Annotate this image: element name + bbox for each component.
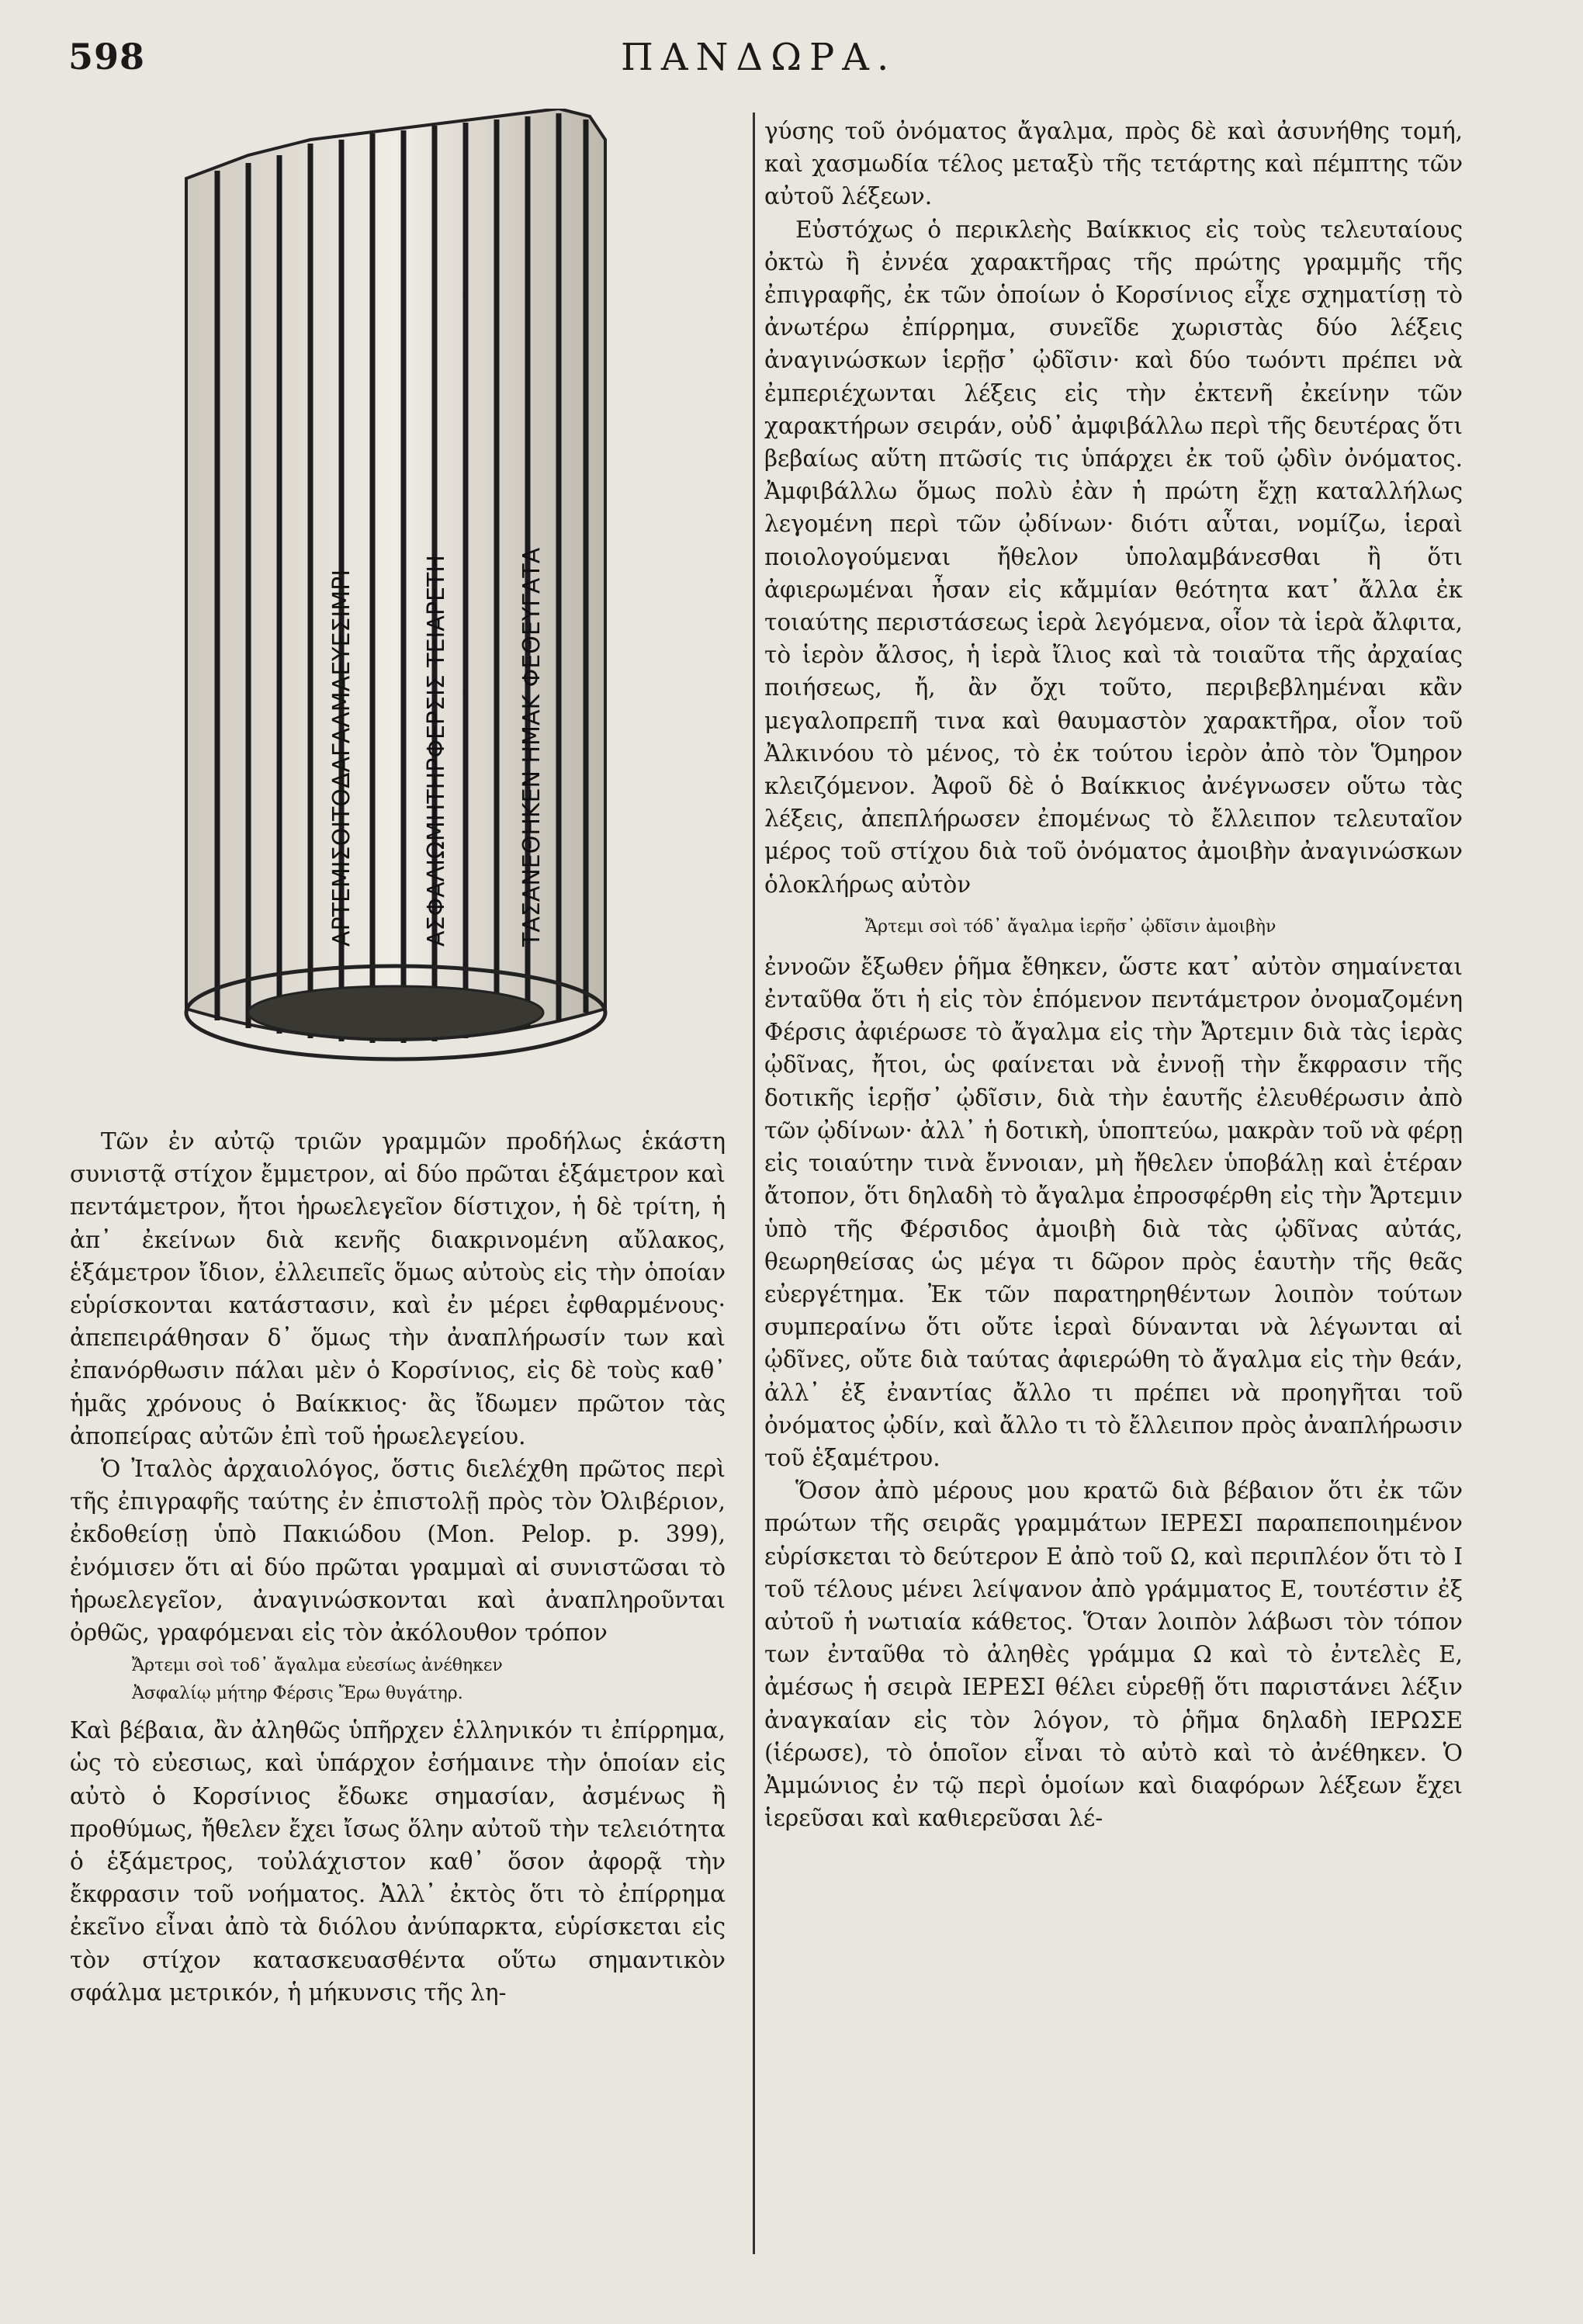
inscription-line-3: ΤΑΣΑΝΕΘΗΚΕΝ ΗΜΑΚ ΦΕΘΕΥΓΑΤΑ [518,547,546,947]
page-number: 598 [68,36,146,78]
inscription-line-2: ΑΣΦΑΛΙΩΜΗΤΗΡΦΕΡΣΙΣ ΤΕΙΑΡΕΤΗ [423,555,450,947]
running-title: ΠΑΝΔΩΡΑ. [621,36,897,79]
right-paragraph-4: Ὅσον ἀπὸ μέρους μου κρατῶ διὰ βέβαιον ὅτι ἐκ τῶν πρώτων τῆς σειρᾶς γραμμάτων ΙΕΡΕΣΙ παραπεποιημένον εὑρίσκεται τὸ δεύτερον Ε ἀπὸ τοῦ Ω, καὶ περιπλέον ὅτι τὸ Ι τοῦ τέλους μένει λείψανον ἀπὸ γράμματος Ε, τουτέστιν ἐξ αὐτοῦ ἡ νωτιαία κάθετος. Ὅταν λοιπὸν λάβωσι τὸν τόπον των ἐνταῦθα τὸ ἀληθὲς γράμμα Ω καὶ τὸ ἐντελὲς Ε, ἀμέσως ἡ σειρὰ ΙΕΡΕΣΙ θέλει εὑρεθῇ ὅτι παριστάνει λέξιν ἀναγκαίαν εἰς τὸν λόγον, τὸ ῥῆμα δηλαδὴ ΙΕΡΩΣΕ (ἱέρωσε), τὸ ὁποῖον εἶναι τὸ αὐτὸ καὶ τὸ ἀνέθηκεν. Ὁ Ἀμμώνιος ἐν τῷ περὶ ὁμοίων καὶ διαφόρων λέξεων ἔχει ἱερεῦσαι καὶ καθιερεῦσαι λέ- [764,1477,1463,1832]
right-paragraph-3: ἐννοῶν ἔξωθεν ῥῆμα ἔθηκεν, ὥστε κατ᾿ αὐτὸν σημαίνεται ἐνταῦθα ὅτι ἡ εἰς τὸν ἑπόμενον πεντάμετρον ὀνομαζομένη Φέρσις ἀφιέρωσε τὸ ἄγαλμα εἰς τὴν Ἄρτεμιν διὰ τὰς ἱερὰς ᾠδῖνας, ἤτοι, ὡς φαίνεται νὰ ἐννοῇ τὴν ἔκφρασιν τῆς δοτικῆς ἱερῇσ᾿ ᾠδῖσιν, διὰ τὴν ἑαυτῆς ἐλευθέρωσιν ἀπὸ τῶν ᾠδίνων· ἀλλ᾿ ἡ δοτικὴ, ὑποπτεύω, μακρὰν τοῦ νὰ φέρῃ εἰς τοιαύτην τινὰ ἔννοιαν, μὴ ἤθελεν ὑποβάλῃ καὶ ἑτέραν ἄτοπον, ὅτι δηλαδὴ τὸ ἄγαλμα ἐπροσφέρθη εἰς τὴν Ἄρτεμιν ὑπὸ τῆς Φέρσιδος ἀμοιβὴ διὰ τὰς ᾠδῖνας αὐτάς, θεωρηθείσας ὡς μέγα τι δῶρον πρὸς ἑαυτὴν τῆς θεᾶς εὐεργέτημα. Ἐκ τῶν παρατηρηθέντων λοιπὸν τούτων συμπεραίνω ὅτι οὔτε ἱεραὶ δύνανται νὰ λέγωνται αἱ ᾠδῖνες, οὔτε διὰ ταύτας ἀφιερώθη τὸ ἄγαλμα εἰς τὴν θεάν, ἀλλ᾿ ἐξ ἐναντίας ἄλλο τι πρέπει νὰ προηγῆται τοῦ ὀνόματος ᾠδίν, καὶ ἄλλο τι τὸ ἔλλειπον πρὸς ἀναπλήρωσιν τοῦ ἑξαμέτρου. [764,953,1463,1471]
right-paragraph-1: γύσης τοῦ ὀνόματος ἄγαλμα, πρὸς δὲ καὶ ἀσυνήθης τομή, καὶ χασμωδία τέλος μεταξὺ τῆς τετάρτης καὶ πέμπτης τῶν αὐτοῦ λέξεων. [764,118,1463,210]
inscription-line-1: ΑΡΤΕΜΙΣΟΙΤΟΔΑΓΑΛΜΑΕΥΕΣΙΜΡΙ [328,569,355,947]
right-paragraph-2: Εὐστόχως ὁ περικλεὴς Βαίκκιος εἰς τοὺς τελευταίους ὀκτὼ ἢ ἐννέα χαρακτῆρας τῆς πρώτης γραμμῆς τῆς ἐπιγραφῆς, ἐκ τῶν ὁποίων ὁ Κορσίνιος εἶχε σχηματίσῃ τὸ ἀνωτέρω ἐπίρρημα, συνεῖδε χωριστὰς δύο λέξεις ἀναγινώσκων ἱερῇσ᾿ ᾠδῖσιν· καὶ δύο τωόντι πρέπει νὰ ἐμπεριέχωνται λέξεις εἰς τὴν ἐκτενῆ ἐκείνην τῶν χαρακτήρων σειράν, οὐδ᾿ ἀμφιβάλλω περὶ τῆς δευτέρας ὅτι βεβαίως αὕτη πτῶσίς τις ὑπάρχει ἐκ τοῦ ᾠδὶν ὀνόματος. Ἀμφιβάλλω ὅμως πολὺ ἐὰν ἡ πρώτη ἔχῃ καταλλήλως λεγομένη περὶ τῶν ᾠδίνων· διότι αὗται, νομίζω, ἱεραὶ ποιολογούμεναι ἤθελον ὑπολαμβάνεσθαι ἢ ὅτι ἀφιερωμέναι ἦσαν εἰς κἄμμίαν θεότητα κατ᾿ ἄλλα ἐκ τοιαύτης περιστάσεως ἱερὰ λεγόμενα, οἷον τὰ ἱερὰ ἄλφιτα, τὸ ἱερὸν ἄλσος, ἡ ἱερὰ ἴλιος καὶ τὰ τοιαῦτα τῆς ἀρχαίας ποιήσεως, ἤ, ἂν ὄχι τοῦτο, περιβεβλημέναι κἂν μεγαλοπρεπῆ τινα καὶ θαυμαστὸν χαρακτῆρα, οἷον τοῦ Ἀλκινόου τὸ μένος, τὸ ἐκ τούτου ἱερὸν ἀπὸ τὸν Ὅμηρον κλειζόμενον. Ἀφοῦ δὲ ὁ Βαίκκιος ἀνέγνωσεν οὕτω τὰς λέξεις, ἀπεπλήρωσεν ἐπομένως τὸ ἔλλειπον τελευταῖον μέρος τοῦ στίχου διὰ τοῦ ὀνόματος ἀμοιβὴν ἀναγινώσκων ὁλοκλήρως αὐτὸν [764,216,1463,898]
left-paragraph-2: Ὁ Ἰταλὸς ἀρχαιολόγος, ὅστις διελέχθη πρῶτος περὶ τῆς ἐπιγραφῆς ταύτης ἐν ἐπιστολῇ πρὸς τὸν Ὀλιβέριον, ἐκδοθείσῃ ὑπὸ Πακιώδου (Mon. Pelop. p. 399), ἐνόμισεν ὅτι αἱ δύο πρῶται γραμμαὶ αἱ συνιστῶσαι τὸ ἡρωελεγεῖον, ἀναγινώσκονται καὶ ἀναπληροῦνται ὀρθῶς, γραφόμεναι εἰς τὸν ἀκόλουθον τρόπον [70,1456,726,1647]
column-divider [753,113,755,2254]
left-verse-quote: Ἄρτεμι σοὶ τοδ᾿ ἄγαλμα εὐεσίως ἀνέθηκεν Ἀσφαλίῳ μήτηρ Φέρσις Ἔρω θυγάτηρ. [132,1656,503,1704]
left-column [70,1125,726,2009]
left-paragraph-1: Τῶν ἐν αὐτῷ τριῶν γραμμῶν προδήλως ἑκάστη συνιστᾷ στίχον ἔμμετρον, αἱ δύο πρῶται ἑξάμετρον καὶ πεντάμετρον, ἤτοι ἡρωελεγεῖον δίστιχον, ἡ δὲ τρίτη, ἡ ἀπ᾿ ἐκείνων διὰ κενῆς διακρινομένη αὔλακος, ἑξάμετρον ἴδιον, ἐλλειπεῖς ὅμως αὐτοὺς εἰς τὴν ὁποίαν εὑρίσκονται κατάστασιν, καὶ ἐν μέρει ἐφθαρμένους· ἀπεπειράθησαν δ᾿ ὅμως τὴν ἀναπλήρωσίν των καὶ ἐπανόρθωσιν πάλαι μὲν ὁ Κορσίνιος, εἰς δὲ τοὺς καθ᾿ ἡμᾶς χρόνους ὁ Βαίκκιος· ἂς ἴδωμεν πρῶτον τὰς ἀποπείρας αὐτῶν ἐπὶ τοῦ ἡρωελεγείου. [70,1128,726,1449]
column-illustration [155,109,652,1102]
right-column [764,115,1463,1834]
fluted-column-drawing [155,109,652,1102]
column-base-hole [248,986,543,1039]
page-header [62,31,1536,93]
right-verse-quote: Ἄρτεμι σοὶ τόδ᾿ ἄγαλμα ἱερῆσ᾿ ᾠδῖσιν ἀμοιβὴν [865,916,1276,937]
left-paragraph-3: Καὶ βέβαια, ἂν ἀληθῶς ὑπῆρχεν ἑλληνικόν τι ἐπίρρημα, ὡς τὸ εὐεσιως, καὶ ὑπάρχον ἐσήμαινε τὴν ὁποίαν εἰς αὐτὸ ὁ Κορσίνιος ἔδωκε σημασίαν, ἀσμένως ἢ προθύμως, ἤθελεν ἔχει ἴσως ὅλην αὐτοῦ τὴν τελειότητα ὁ ἑξάμετρος, τοὐλάχιστον καθ᾿ ὅσον ἀφορᾷ τὴν ἔκφρασιν τοῦ νοήματος. Ἀλλ᾿ ἐκτὸς ὅτι τὸ ἐπίρρημα ἐκεῖνο εἶναι ἀπὸ τὰ διόλου ἀνύπαρκτα, εὑρίσκεται εἰς τὸν στίχον κατασκευασθέντα οὕτω σημαντικὸν σφάλμα μετρικόν, ἡ μήκυνσις τῆς λη- [70,1717,726,2006]
